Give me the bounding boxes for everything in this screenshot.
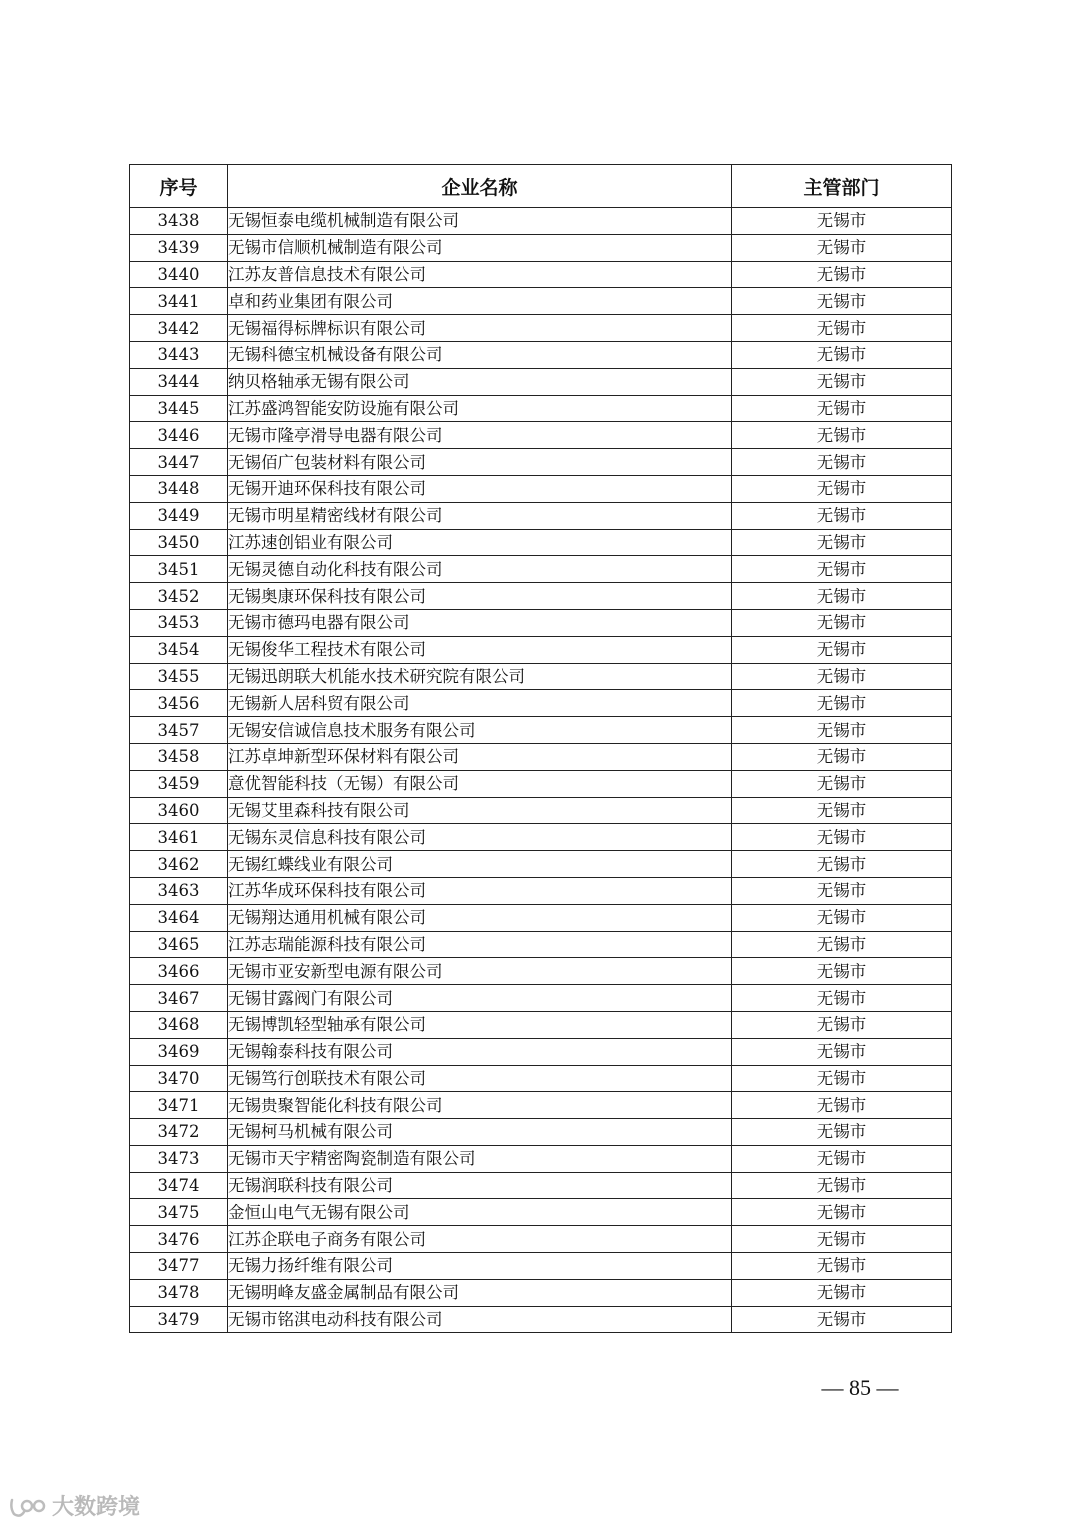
table-row xyxy=(130,797,952,824)
row-department: 无锡市 xyxy=(732,449,952,476)
row-company-name: 无锡恒泰电缆机械制造有限公司 xyxy=(228,208,732,235)
table-row xyxy=(130,743,952,770)
header-seq: 序号 xyxy=(130,165,228,208)
row-company-name: 无锡市德玛电器有限公司 xyxy=(228,609,732,636)
row-department: 无锡市 xyxy=(732,1038,952,1065)
row-company-name: 无锡俊华工程技术有限公司 xyxy=(228,636,732,663)
table-row xyxy=(130,341,952,368)
table-row xyxy=(130,315,952,342)
row-seq: 3443 xyxy=(130,341,228,368)
table-row xyxy=(130,1119,952,1146)
row-department: 无锡市 xyxy=(732,1226,952,1253)
row-seq: 3449 xyxy=(130,502,228,529)
row-seq: 3445 xyxy=(130,395,228,422)
row-department: 无锡市 xyxy=(732,234,952,261)
row-company-name: 无锡力扬纤维有限公司 xyxy=(228,1253,732,1280)
table-row xyxy=(130,261,952,288)
row-seq: 3475 xyxy=(130,1199,228,1226)
row-company-name: 意优智能科技（无锡）有限公司 xyxy=(228,770,732,797)
row-department: 无锡市 xyxy=(732,797,952,824)
table-row xyxy=(130,234,952,261)
row-seq: 3476 xyxy=(130,1226,228,1253)
row-department: 无锡市 xyxy=(732,770,952,797)
table-row xyxy=(130,958,952,985)
row-seq: 3469 xyxy=(130,1038,228,1065)
row-seq: 3463 xyxy=(130,877,228,904)
table-header xyxy=(130,165,952,208)
row-seq: 3442 xyxy=(130,315,228,342)
row-company-name: 江苏志瑞能源科技有限公司 xyxy=(228,931,732,958)
table-row xyxy=(130,529,952,556)
row-company-name: 无锡笃行创联技术有限公司 xyxy=(228,1065,732,1092)
row-department: 无锡市 xyxy=(732,1011,952,1038)
row-seq: 3448 xyxy=(130,475,228,502)
row-department: 无锡市 xyxy=(732,931,952,958)
row-company-name: 无锡市信顺机械制造有限公司 xyxy=(228,234,732,261)
row-department: 无锡市 xyxy=(732,851,952,878)
row-department: 无锡市 xyxy=(732,556,952,583)
table-row xyxy=(130,1065,952,1092)
table-row xyxy=(130,931,952,958)
row-company-name: 无锡翔达通用机械有限公司 xyxy=(228,904,732,931)
table-row xyxy=(130,904,952,931)
row-seq: 3470 xyxy=(130,1065,228,1092)
table-row xyxy=(130,1199,952,1226)
enterprise-table xyxy=(129,164,952,1333)
table-row xyxy=(130,1306,952,1333)
row-department: 无锡市 xyxy=(732,315,952,342)
row-company-name: 无锡红蝶线业有限公司 xyxy=(228,851,732,878)
row-seq: 3478 xyxy=(130,1279,228,1306)
row-department: 无锡市 xyxy=(732,877,952,904)
table-row xyxy=(130,663,952,690)
row-department: 无锡市 xyxy=(732,1119,952,1146)
row-department: 无锡市 xyxy=(732,208,952,235)
table-row xyxy=(130,985,952,1012)
row-seq: 3457 xyxy=(130,717,228,744)
row-seq: 3447 xyxy=(130,449,228,476)
row-company-name: 无锡佰广包装材料有限公司 xyxy=(228,449,732,476)
row-company-name: 江苏企联电子商务有限公司 xyxy=(228,1226,732,1253)
row-seq: 3438 xyxy=(130,208,228,235)
header-name: 企业名称 xyxy=(228,165,732,208)
row-department: 无锡市 xyxy=(732,743,952,770)
row-company-name: 无锡翰泰科技有限公司 xyxy=(228,1038,732,1065)
row-company-name: 江苏华成环保科技有限公司 xyxy=(228,877,732,904)
table-row xyxy=(130,583,952,610)
table-row xyxy=(130,1011,952,1038)
row-seq: 3465 xyxy=(130,931,228,958)
row-company-name: 无锡贵聚智能化科技有限公司 xyxy=(228,1092,732,1119)
watermark-logo-icon xyxy=(8,1494,48,1518)
table-row xyxy=(130,1172,952,1199)
row-company-name: 江苏速创铝业有限公司 xyxy=(228,529,732,556)
row-department: 无锡市 xyxy=(732,717,952,744)
row-seq: 3466 xyxy=(130,958,228,985)
table-row xyxy=(130,690,952,717)
table-row xyxy=(130,395,952,422)
row-company-name: 江苏盛鸿智能安防设施有限公司 xyxy=(228,395,732,422)
row-department: 无锡市 xyxy=(732,261,952,288)
row-seq: 3451 xyxy=(130,556,228,583)
table-row xyxy=(130,609,952,636)
table-row xyxy=(130,1253,952,1280)
row-department: 无锡市 xyxy=(732,1253,952,1280)
row-department: 无锡市 xyxy=(732,958,952,985)
table-row xyxy=(130,368,952,395)
row-seq: 3453 xyxy=(130,609,228,636)
row-seq: 3460 xyxy=(130,797,228,824)
table-row xyxy=(130,877,952,904)
row-department: 无锡市 xyxy=(732,609,952,636)
table-row xyxy=(130,824,952,851)
table-row xyxy=(130,449,952,476)
row-company-name: 无锡柯马机械有限公司 xyxy=(228,1119,732,1146)
row-seq: 3440 xyxy=(130,261,228,288)
row-seq: 3471 xyxy=(130,1092,228,1119)
row-company-name: 无锡新人居科贸有限公司 xyxy=(228,690,732,717)
watermark xyxy=(8,1490,140,1521)
row-company-name: 无锡市铭淇电动科技有限公司 xyxy=(228,1306,732,1333)
table-row xyxy=(130,422,952,449)
table-row xyxy=(130,208,952,235)
table-row xyxy=(130,475,952,502)
row-company-name: 金恒山电气无锡有限公司 xyxy=(228,1199,732,1226)
row-seq: 3461 xyxy=(130,824,228,851)
watermark-text: 大数跨境 xyxy=(52,1495,141,1520)
row-department: 无锡市 xyxy=(732,395,952,422)
row-company-name: 无锡明峰友盛金属制品有限公司 xyxy=(228,1279,732,1306)
table-row xyxy=(130,288,952,315)
row-department: 无锡市 xyxy=(732,1199,952,1226)
row-department: 无锡市 xyxy=(732,824,952,851)
row-department: 无锡市 xyxy=(732,288,952,315)
row-department: 无锡市 xyxy=(732,1172,952,1199)
row-seq: 3472 xyxy=(130,1119,228,1146)
row-seq: 3456 xyxy=(130,690,228,717)
row-department: 无锡市 xyxy=(732,502,952,529)
header-dept: 主管部门 xyxy=(732,165,952,208)
row-seq: 3467 xyxy=(130,985,228,1012)
row-department: 无锡市 xyxy=(732,636,952,663)
row-seq: 3468 xyxy=(130,1011,228,1038)
row-department: 无锡市 xyxy=(732,1279,952,1306)
table-row xyxy=(130,1092,952,1119)
row-department: 无锡市 xyxy=(732,1065,952,1092)
row-seq: 3479 xyxy=(130,1306,228,1333)
row-department: 无锡市 xyxy=(732,690,952,717)
row-seq: 3441 xyxy=(130,288,228,315)
header-row xyxy=(130,165,952,208)
page-number: — 85 — xyxy=(821,1375,899,1400)
table-row xyxy=(130,770,952,797)
row-department: 无锡市 xyxy=(732,583,952,610)
table-row xyxy=(130,636,952,663)
row-department: 无锡市 xyxy=(732,529,952,556)
row-department: 无锡市 xyxy=(732,341,952,368)
row-company-name: 卓和药业集团有限公司 xyxy=(228,288,732,315)
row-seq: 3452 xyxy=(130,583,228,610)
row-company-name: 无锡福得标牌标识有限公司 xyxy=(228,315,732,342)
row-company-name: 无锡市明星精密线材有限公司 xyxy=(228,502,732,529)
row-seq: 3444 xyxy=(130,368,228,395)
row-company-name: 无锡润联科技有限公司 xyxy=(228,1172,732,1199)
row-seq: 3473 xyxy=(130,1145,228,1172)
row-company-name: 无锡灵德自动化科技有限公司 xyxy=(228,556,732,583)
row-company-name: 无锡市天宇精密陶瓷制造有限公司 xyxy=(228,1145,732,1172)
row-department: 无锡市 xyxy=(732,1145,952,1172)
row-seq: 3459 xyxy=(130,770,228,797)
row-seq: 3450 xyxy=(130,529,228,556)
row-department: 无锡市 xyxy=(732,422,952,449)
row-company-name: 无锡科德宝机械设备有限公司 xyxy=(228,341,732,368)
row-company-name: 纳贝格轴承无锡有限公司 xyxy=(228,368,732,395)
row-seq: 3439 xyxy=(130,234,228,261)
row-company-name: 无锡奥康环保科技有限公司 xyxy=(228,583,732,610)
table-row xyxy=(130,502,952,529)
row-company-name: 无锡迅朗联大机能水技术研究院有限公司 xyxy=(228,663,732,690)
row-seq: 3474 xyxy=(130,1172,228,1199)
table-row xyxy=(130,851,952,878)
table-body xyxy=(130,208,952,1333)
table-row xyxy=(130,1038,952,1065)
row-department: 无锡市 xyxy=(732,1092,952,1119)
row-company-name: 无锡市亚安新型电源有限公司 xyxy=(228,958,732,985)
row-department: 无锡市 xyxy=(732,475,952,502)
row-company-name: 无锡甘露阀门有限公司 xyxy=(228,985,732,1012)
table-row xyxy=(130,1145,952,1172)
row-seq: 3458 xyxy=(130,743,228,770)
row-company-name: 无锡艾里森科技有限公司 xyxy=(228,797,732,824)
row-company-name: 无锡开迪环保科技有限公司 xyxy=(228,475,732,502)
row-company-name: 江苏卓坤新型环保材料有限公司 xyxy=(228,743,732,770)
row-department: 无锡市 xyxy=(732,663,952,690)
row-company-name: 江苏友普信息技术有限公司 xyxy=(228,261,732,288)
row-seq: 3477 xyxy=(130,1253,228,1280)
row-seq: 3455 xyxy=(130,663,228,690)
row-department: 无锡市 xyxy=(732,368,952,395)
row-seq: 3454 xyxy=(130,636,228,663)
row-seq: 3464 xyxy=(130,904,228,931)
row-company-name: 无锡博凯轻型轴承有限公司 xyxy=(228,1011,732,1038)
row-department: 无锡市 xyxy=(732,904,952,931)
row-company-name: 无锡安信诚信息技术服务有限公司 xyxy=(228,717,732,744)
table-row xyxy=(130,1226,952,1253)
row-company-name: 无锡东灵信息科技有限公司 xyxy=(228,824,732,851)
table-row xyxy=(130,1279,952,1306)
table-row xyxy=(130,717,952,744)
row-department: 无锡市 xyxy=(732,985,952,1012)
row-seq: 3446 xyxy=(130,422,228,449)
row-seq: 3462 xyxy=(130,851,228,878)
table-row xyxy=(130,556,952,583)
row-department: 无锡市 xyxy=(732,1306,952,1333)
row-company-name: 无锡市隆亭滑导电器有限公司 xyxy=(228,422,732,449)
